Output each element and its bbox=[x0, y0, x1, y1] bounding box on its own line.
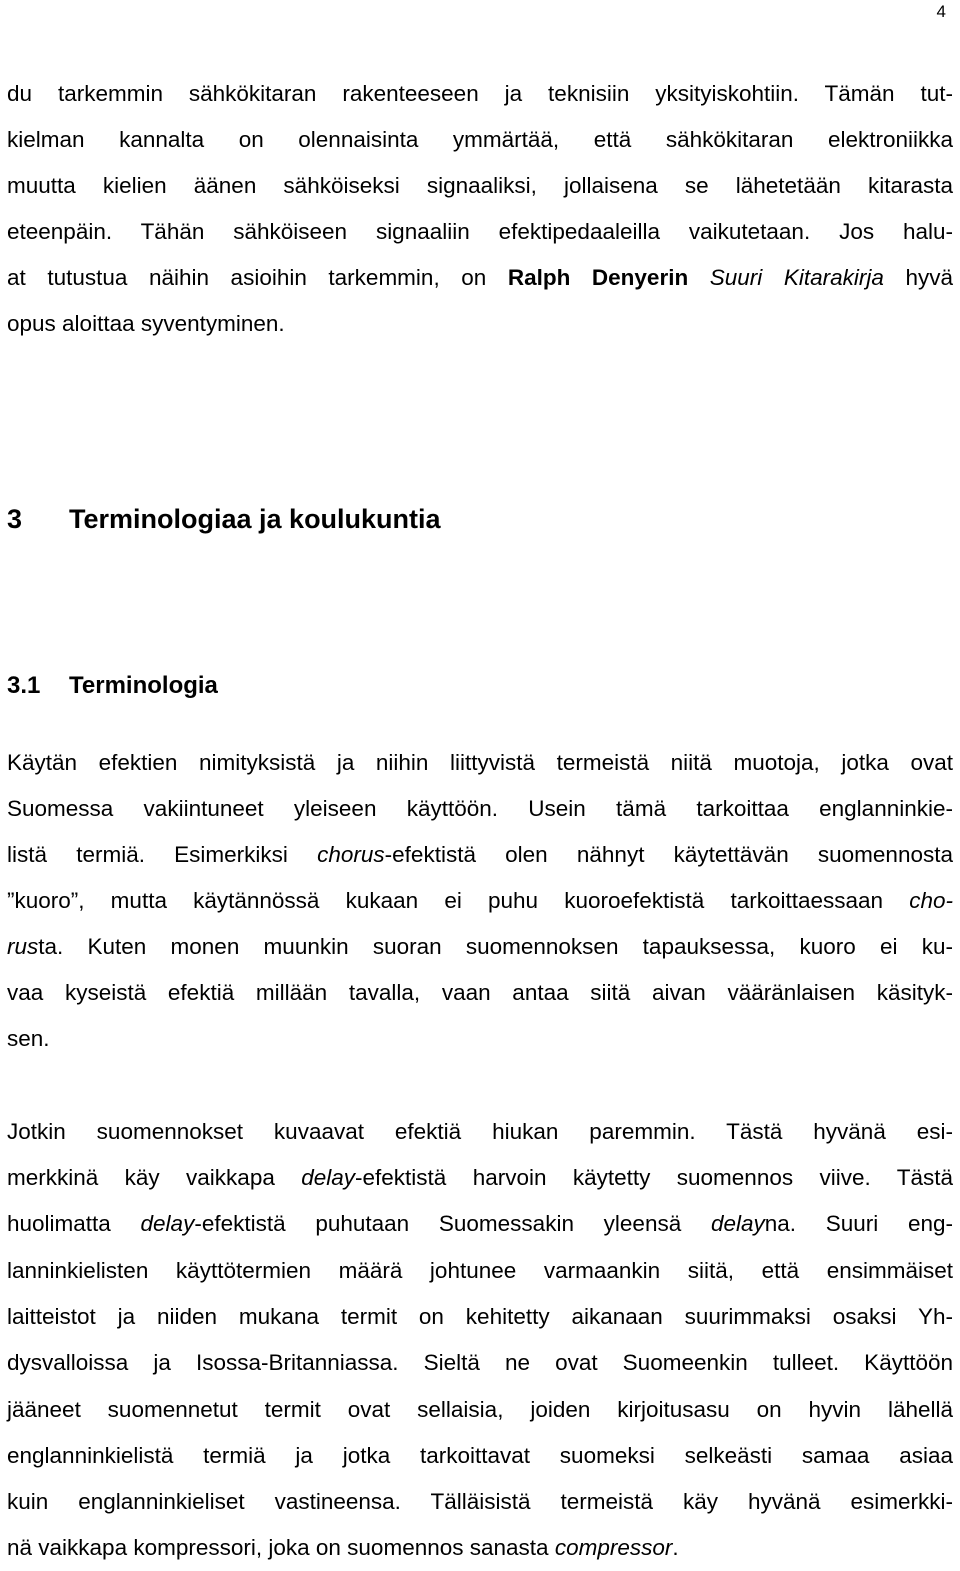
text-run: at tutustua näihin asioihin tarkemmin, on bbox=[7, 265, 508, 290]
paragraph-line: eteenpäin. Tähän sähköiseen signaaliin efektipedaaleilla vaikutetaan. Jos halu- bbox=[7, 219, 953, 244]
paragraph-line bbox=[7, 887, 953, 915]
paragraph-line: jääneet suomennetut termit ovat sellaisia, joiden kirjoitusasu on hyvin lähellä bbox=[7, 1397, 953, 1422]
text-run: -efektistä olen nähnyt käytettävän suomennosta bbox=[384, 842, 953, 867]
section-title: Terminologia bbox=[69, 672, 218, 699]
paragraph-line bbox=[7, 1534, 679, 1562]
term-italic: delay bbox=[140, 1211, 195, 1236]
term-italic: rus bbox=[7, 934, 39, 959]
term-italic: chorus bbox=[317, 842, 385, 867]
chapter-title: Terminologiaa ja koulukuntia bbox=[69, 504, 441, 534]
section-number: 3.1 bbox=[7, 672, 41, 699]
paragraph-line bbox=[7, 933, 953, 961]
text-run: merkkinä käy vaikkapa bbox=[7, 1165, 302, 1190]
paragraph-line bbox=[7, 1210, 953, 1238]
text-run: -efektistä puhutaan Suomessakin yleensä bbox=[194, 1211, 711, 1236]
paragraph-line: muutta kielien äänen sähköiseksi signaaliksi, jollaisena se lähetetään kitarasta bbox=[7, 173, 953, 198]
text-run: na. Suuri eng- bbox=[764, 1211, 953, 1236]
text-run: hyvä bbox=[883, 265, 953, 290]
author-name: Ralph Denyerin bbox=[507, 265, 689, 290]
paragraph-line bbox=[7, 841, 953, 869]
text-run: listä termiä. Esimerkiksi bbox=[7, 842, 318, 867]
paragraph-line: sen. bbox=[7, 1026, 50, 1051]
paragraph-line: kielman kannalta on olennaisinta ymmärtää, että sähkökitaran elektroniikka bbox=[7, 127, 953, 152]
chapter-number: 3 bbox=[7, 504, 23, 534]
term-italic: cho- bbox=[909, 888, 953, 913]
text-run: . bbox=[672, 1535, 679, 1560]
page-number: 4 bbox=[936, 2, 946, 21]
chapter-heading bbox=[7, 503, 441, 535]
term-italic: compressor bbox=[554, 1535, 673, 1560]
paragraph-line bbox=[7, 1164, 953, 1192]
paragraph-line: Suomessa vakiintuneet yleiseen käyttöön. Usein tämä tarkoittaa englanninkie- bbox=[7, 796, 953, 821]
paragraph-line: opus aloittaa syventyminen. bbox=[7, 311, 285, 336]
text-run: huolimatta bbox=[7, 1211, 141, 1236]
paragraph-line bbox=[7, 264, 953, 292]
text-run: nä vaikkapa kompressori, joka on suomennos sanasta bbox=[7, 1535, 555, 1560]
term-italic: delay bbox=[710, 1211, 765, 1236]
paragraph-line: Käytän efektien nimityksistä ja niihin liittyvistä termeistä niitä muotoja, jotka ovat bbox=[7, 750, 953, 775]
paragraph-line: Jotkin suomennokset kuvaavat efektiä hiukan paremmin. Tästä hyvänä esi- bbox=[7, 1119, 953, 1144]
paragraph-line: kuin englanninkieliset vastineensa. Tälläisistä termeistä käy hyvänä esimerkki- bbox=[7, 1489, 953, 1514]
text-run: -efektistä harvoin käytetty suomennos viive. Tästä bbox=[355, 1165, 953, 1190]
paragraph-line: du tarkemmin sähkökitaran rakenteeseen ja teknisiin yksityiskohtiin. Tämän tut- bbox=[7, 81, 953, 106]
paragraph-line: laitteistot ja niiden mukana termit on kehitetty aikanaan suurimmaksi osaksi Yh- bbox=[7, 1304, 953, 1329]
term-italic: delay bbox=[301, 1165, 356, 1190]
section-heading bbox=[7, 671, 218, 701]
text-run: ta. Kuten monen muunkin suoran suomennoksen tapauksessa, kuoro ei ku- bbox=[38, 934, 953, 959]
text-run: ”kuoro”, mutta käytännössä kukaan ei puhu kuoroefektistä tarkoittaessaan bbox=[7, 888, 910, 913]
text-run bbox=[688, 265, 710, 290]
paragraph-line: englanninkielistä termiä ja jotka tarkoittavat suomeksi selkeästi samaa asiaa bbox=[7, 1443, 953, 1468]
paragraph-line: dysvalloissa ja Isossa-Britanniassa. Sieltä ne ovat Suomeenkin tulleet. Käyttöön bbox=[7, 1350, 953, 1375]
paragraph-line: lanninkielisten käyttötermien määrä johtunee varmaankin siitä, että ensimmäiset bbox=[7, 1258, 953, 1283]
paragraph-line: vaa kyseistä efektiä millään tavalla, vaan antaa siitä aivan vääränlaisen käsityk- bbox=[7, 980, 953, 1005]
book-title: Suuri Kitarakirja bbox=[709, 265, 884, 290]
